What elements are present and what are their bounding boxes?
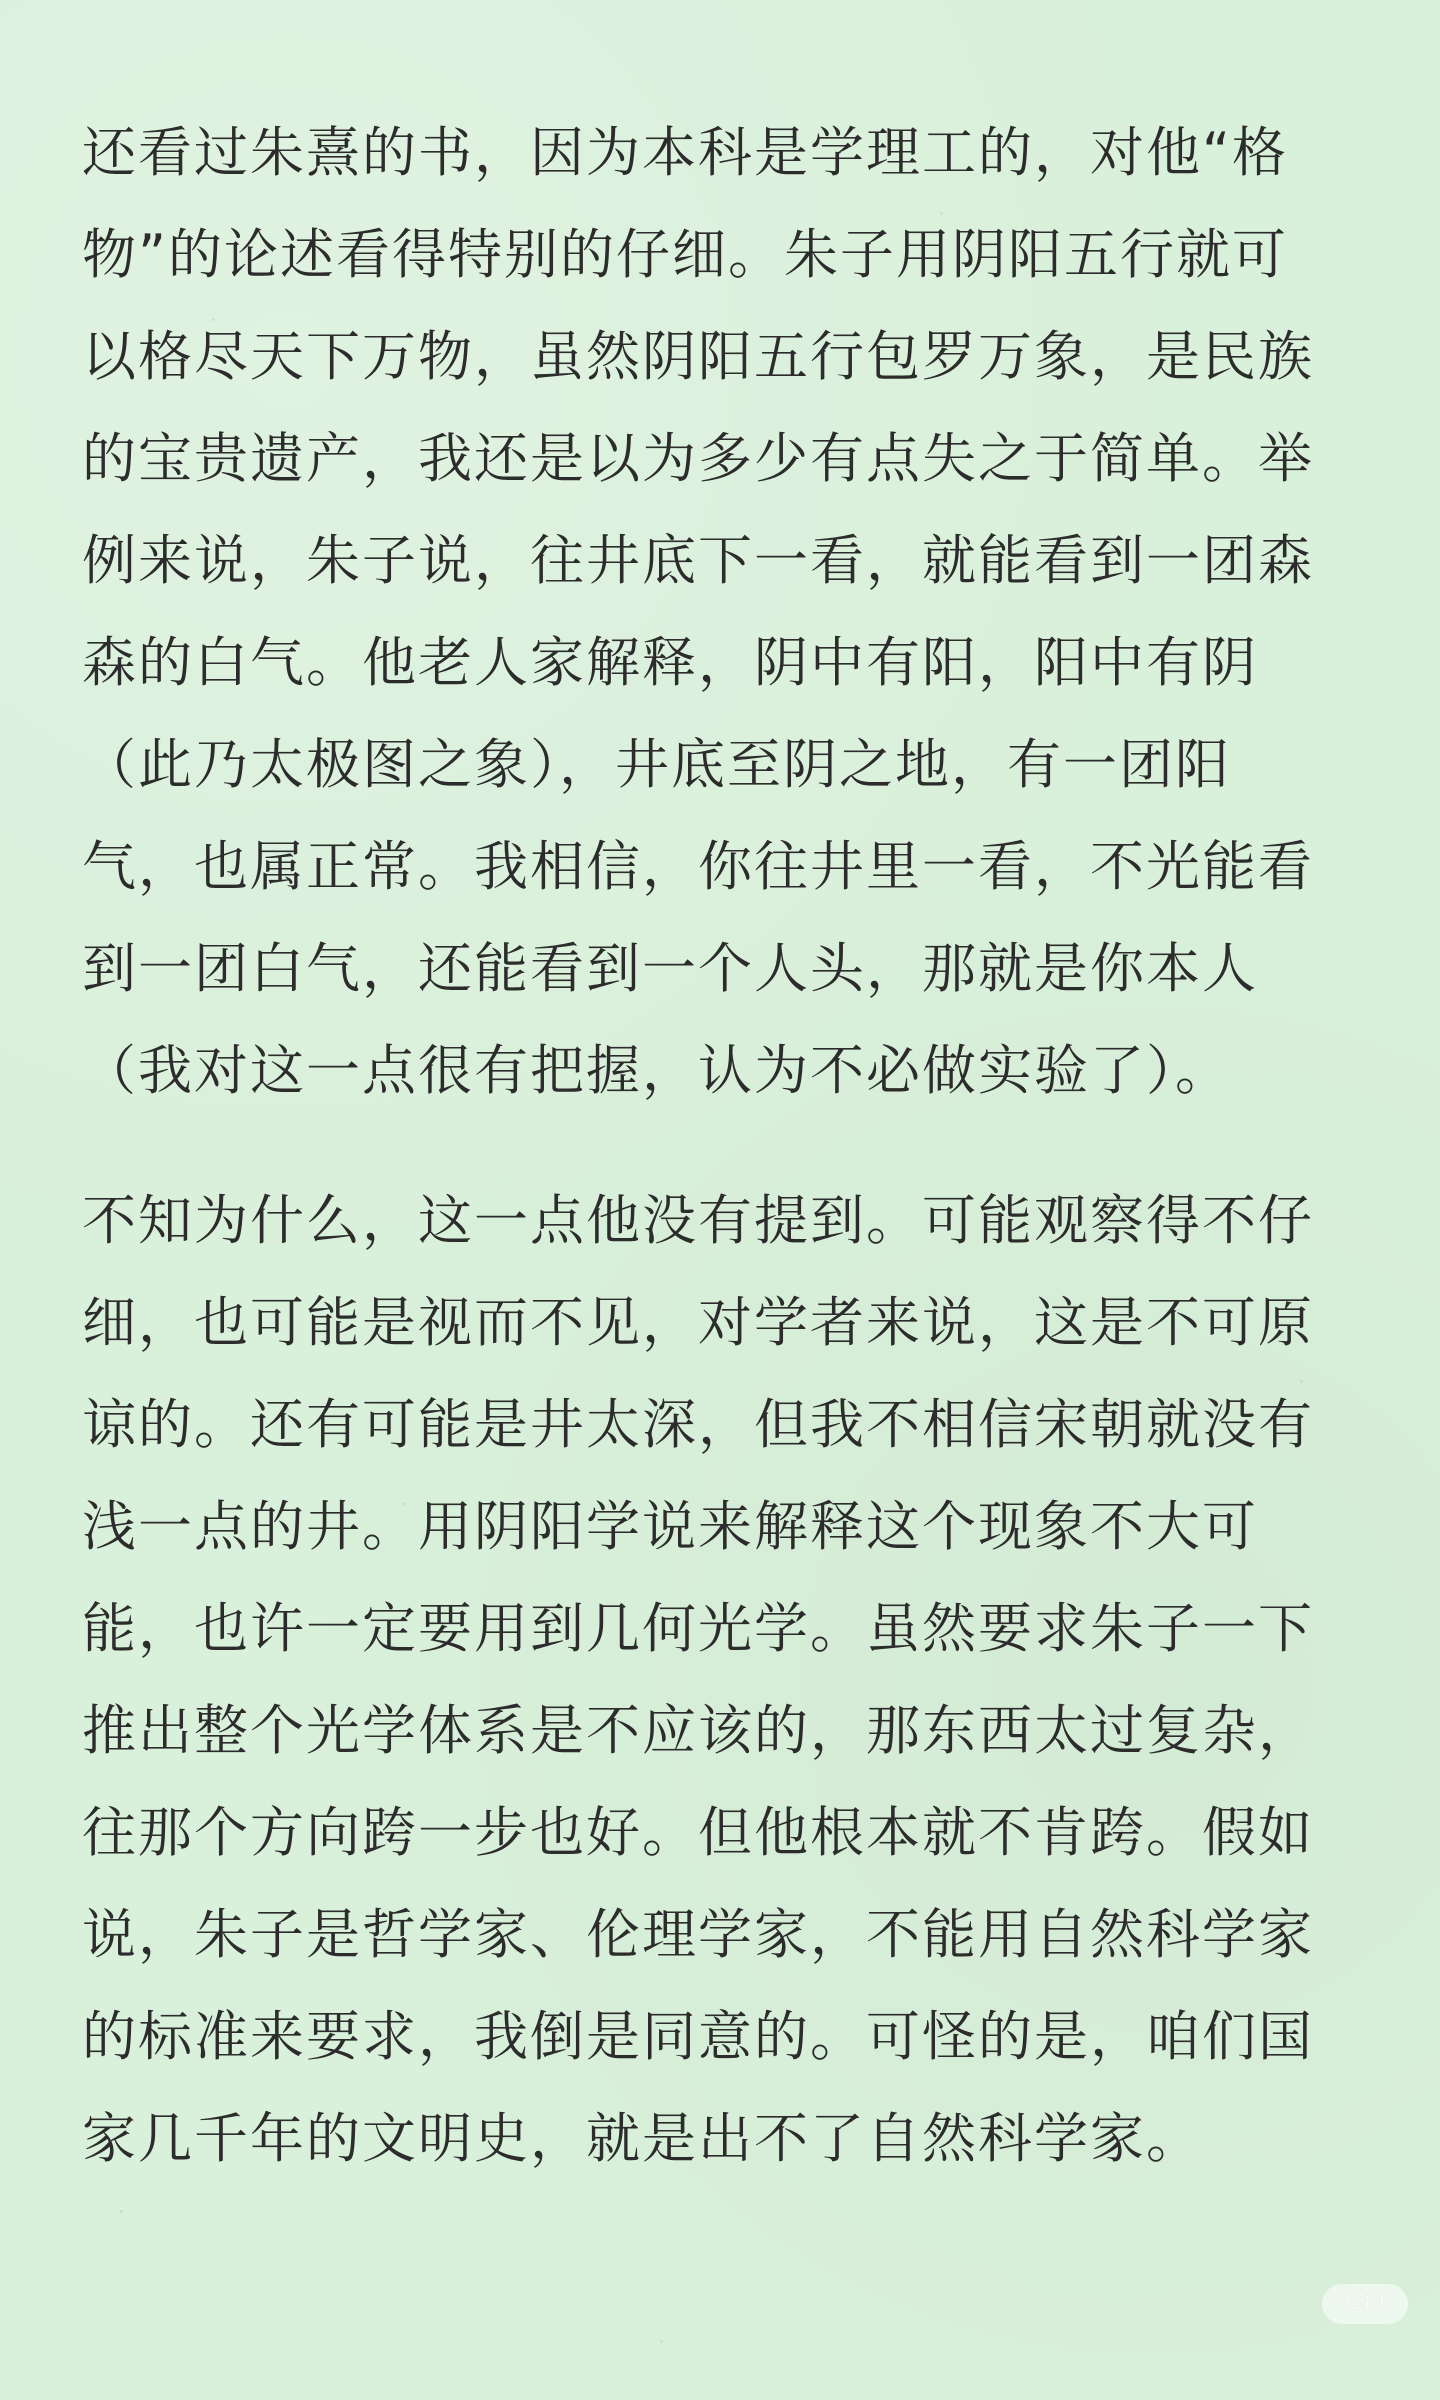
paragraph-2 — [82, 1170, 1362, 2190]
paper-speck — [660, 2340, 663, 2343]
text-line: 气，也属正常。我相信，你往井里一看，不光能看 — [82, 835, 1314, 898]
text-line: 谅的。还有可能是井太深，但我不相信宋朝就没有 — [82, 1393, 1314, 1456]
text-line: 家几千年的文明史，就是出不了自然科学家。 — [82, 2107, 1202, 2170]
text-line: 不知为什么，这一点他没有提到。可能观察得不仔 — [82, 1189, 1314, 1252]
watermark-logo: 小红书 — [1322, 2284, 1408, 2324]
text-line: 的标准来要求，我倒是同意的。可怪的是，咱们国 — [82, 2005, 1314, 2068]
text-line: 浅一点的井。用阴阳学说来解释这个现象不大可 — [82, 1495, 1258, 1558]
text-line: （我对这一点很有把握，认为不必做实验了）。 — [82, 1039, 1231, 1102]
text-line: 能，也许一定要用到几何光学。虽然要求朱子一下 — [82, 1597, 1314, 1660]
text-line: 例来说，朱子说，往井底下一看，就能看到一团森 — [82, 529, 1314, 592]
text-line: 的宝贵遗产，我还是以为多少有点失之于简单。举 — [82, 427, 1314, 490]
text-line: 还看过朱熹的书，因为本科是学理工的，对他“格 — [82, 121, 1288, 184]
text-line: 森的白气。他老人家解释，阴中有阳，阳中有阴 — [82, 631, 1258, 694]
text-line: 推出整个光学体系是不应该的，那东西太过复杂， — [82, 1699, 1314, 1762]
paragraph-1 — [82, 102, 1362, 1122]
text-line: 以格尽天下万物，虽然阴阳五行包罗万象，是民族 — [82, 325, 1314, 388]
text-line: 细，也可能是视而不见，对学者来说，这是不可原 — [82, 1291, 1314, 1354]
text-line: 到一团白气，还能看到一个人头，那就是你本人 — [82, 937, 1258, 1000]
text-line: 物”的论述看得特别的仔细。朱子用阴阳五行就可 — [82, 223, 1288, 286]
paper-speck — [120, 2210, 123, 2213]
text-line: 说，朱子是哲学家、伦理学家，不能用自然科学家 — [82, 1903, 1314, 1966]
article-body — [82, 102, 1362, 2190]
text-line: 往那个方向跨一步也好。但他根本就不肯跨。假如 — [82, 1801, 1314, 1864]
text-line: （此乃太极图之象），井底至阴之地，有一团阳 — [82, 733, 1231, 796]
